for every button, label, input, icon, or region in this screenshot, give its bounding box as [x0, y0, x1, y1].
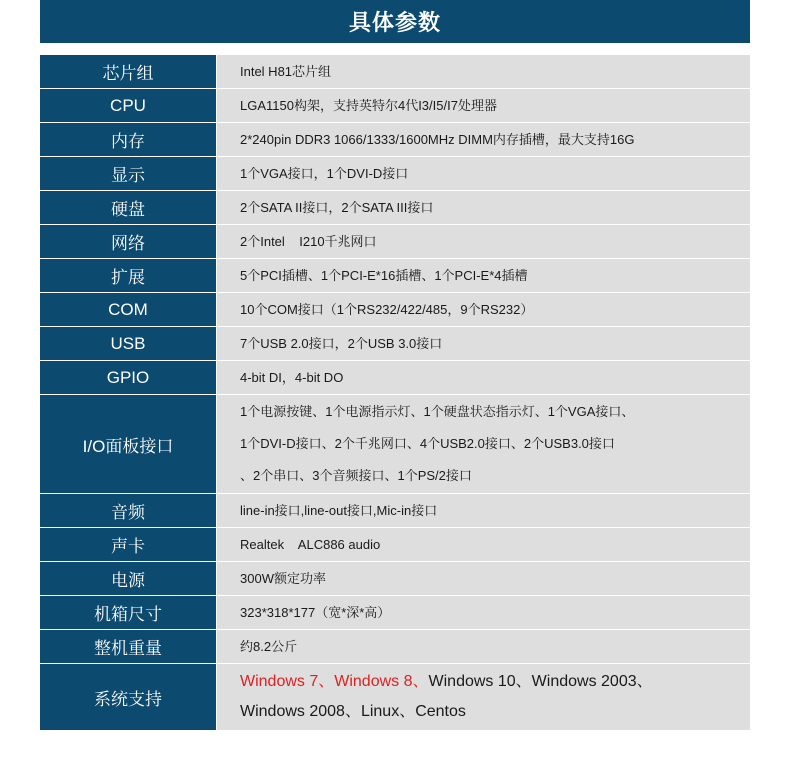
spec-row — [40, 395, 750, 494]
spec-label: 扩展 — [40, 259, 216, 292]
spec-value — [217, 395, 750, 493]
spec-row — [40, 494, 750, 528]
page-title: 具体参数 — [40, 0, 750, 43]
spec-value — [217, 89, 750, 122]
spec-value — [217, 596, 750, 629]
spec-value-line: 300W额定功率 — [240, 570, 326, 586]
spec-label: 芯片组 — [40, 55, 216, 88]
os-highlight: Windows 7、Windows 8、 — [240, 673, 429, 690]
spec-value-line: 1个VGA接口，1个DVI-D接口 — [240, 165, 409, 181]
spec-value — [217, 327, 750, 360]
spec-value-line: Realtek ALC886 audio — [240, 536, 381, 552]
spec-value — [217, 225, 750, 258]
spec-row — [40, 327, 750, 361]
spec-value — [217, 494, 750, 527]
spec-row — [40, 123, 750, 157]
spec-row — [40, 89, 750, 123]
spec-value-line: 1个电源按键、1个电源指示灯、1个硬盘状态指示灯、1个VGA接口、 — [240, 404, 635, 419]
spec-value — [217, 562, 750, 595]
spec-value — [217, 664, 750, 730]
spec-value-line: 10个COM接口（1个RS232/422/485，9个RS232） — [240, 301, 534, 317]
os-line-1 — [240, 667, 750, 697]
os-rest: Windows 10、Windows 2003、 — [428, 673, 653, 690]
spec-value — [217, 361, 750, 394]
spec-value — [217, 123, 750, 156]
spec-row-os — [40, 664, 750, 731]
spec-label: CPU — [40, 89, 216, 122]
spec-row — [40, 361, 750, 395]
spec-label: 电源 — [40, 562, 216, 595]
spec-value-line: 2个Intel I210千兆网口 — [240, 233, 377, 249]
spec-label: 机箱尺寸 — [40, 596, 216, 629]
spec-table — [40, 55, 750, 731]
spec-value-line: 、2个串口、3个音频接口、1个PS/2接口 — [240, 468, 472, 483]
spec-value-line: 323*318*177（宽*深*高） — [240, 604, 391, 620]
spec-value-line: Intel H81芯片组 — [240, 63, 332, 79]
spec-value — [217, 630, 750, 663]
spec-label: USB — [40, 327, 216, 360]
spec-value-line: LGA1150构架，支持英特尔4代I3/I5/I7处理器 — [240, 97, 497, 113]
spec-label: I/O面板接口 — [40, 395, 216, 493]
spec-label: 整机重量 — [40, 630, 216, 663]
spec-label: 系统支持 — [40, 664, 216, 730]
spec-row — [40, 562, 750, 596]
spec-row — [40, 55, 750, 89]
spec-label: GPIO — [40, 361, 216, 394]
spec-label: 网络 — [40, 225, 216, 258]
spec-row — [40, 528, 750, 562]
spec-value-line: 2*240pin DDR3 1066/1333/1600MHz DIMM内存插槽，最大支持16G — [240, 131, 635, 147]
spec-row — [40, 225, 750, 259]
spec-value — [217, 528, 750, 561]
spec-row — [40, 259, 750, 293]
spec-row — [40, 191, 750, 225]
spec-row — [40, 157, 750, 191]
spec-value — [217, 55, 750, 88]
spec-value-line: 约8.2公斤 — [240, 638, 298, 654]
spec-label: 显示 — [40, 157, 216, 190]
spec-value-line: 2个SATA II接口，2个SATA III接口 — [240, 199, 434, 215]
spec-label: 内存 — [40, 123, 216, 156]
spec-label: 硬盘 — [40, 191, 216, 224]
spec-row — [40, 293, 750, 327]
spec-value — [217, 293, 750, 326]
spec-value — [217, 191, 750, 224]
os-line-2: Windows 2008、Linux、Centos — [240, 703, 466, 720]
spec-value-line: 5个PCI插槽、1个PCI-E*16插槽、1个PCI-E*4插槽 — [240, 267, 528, 283]
spec-value — [217, 259, 750, 292]
spec-row — [40, 596, 750, 630]
spec-label: 音频 — [40, 494, 216, 527]
spec-label: COM — [40, 293, 216, 326]
spec-label: 声卡 — [40, 528, 216, 561]
spec-value-line: 1个DVI-D接口、2个千兆网口、4个USB2.0接口、2个USB3.0接口 — [240, 436, 615, 451]
spec-value-line: 7个USB 2.0接口，2个USB 3.0接口 — [240, 335, 443, 351]
spec-row — [40, 630, 750, 664]
spec-value — [217, 157, 750, 190]
spec-value-line: 4-bit DI，4-bit DO — [240, 369, 344, 385]
spec-value-line: line-in接口,line-out接口,Mic-in接口 — [240, 502, 438, 518]
